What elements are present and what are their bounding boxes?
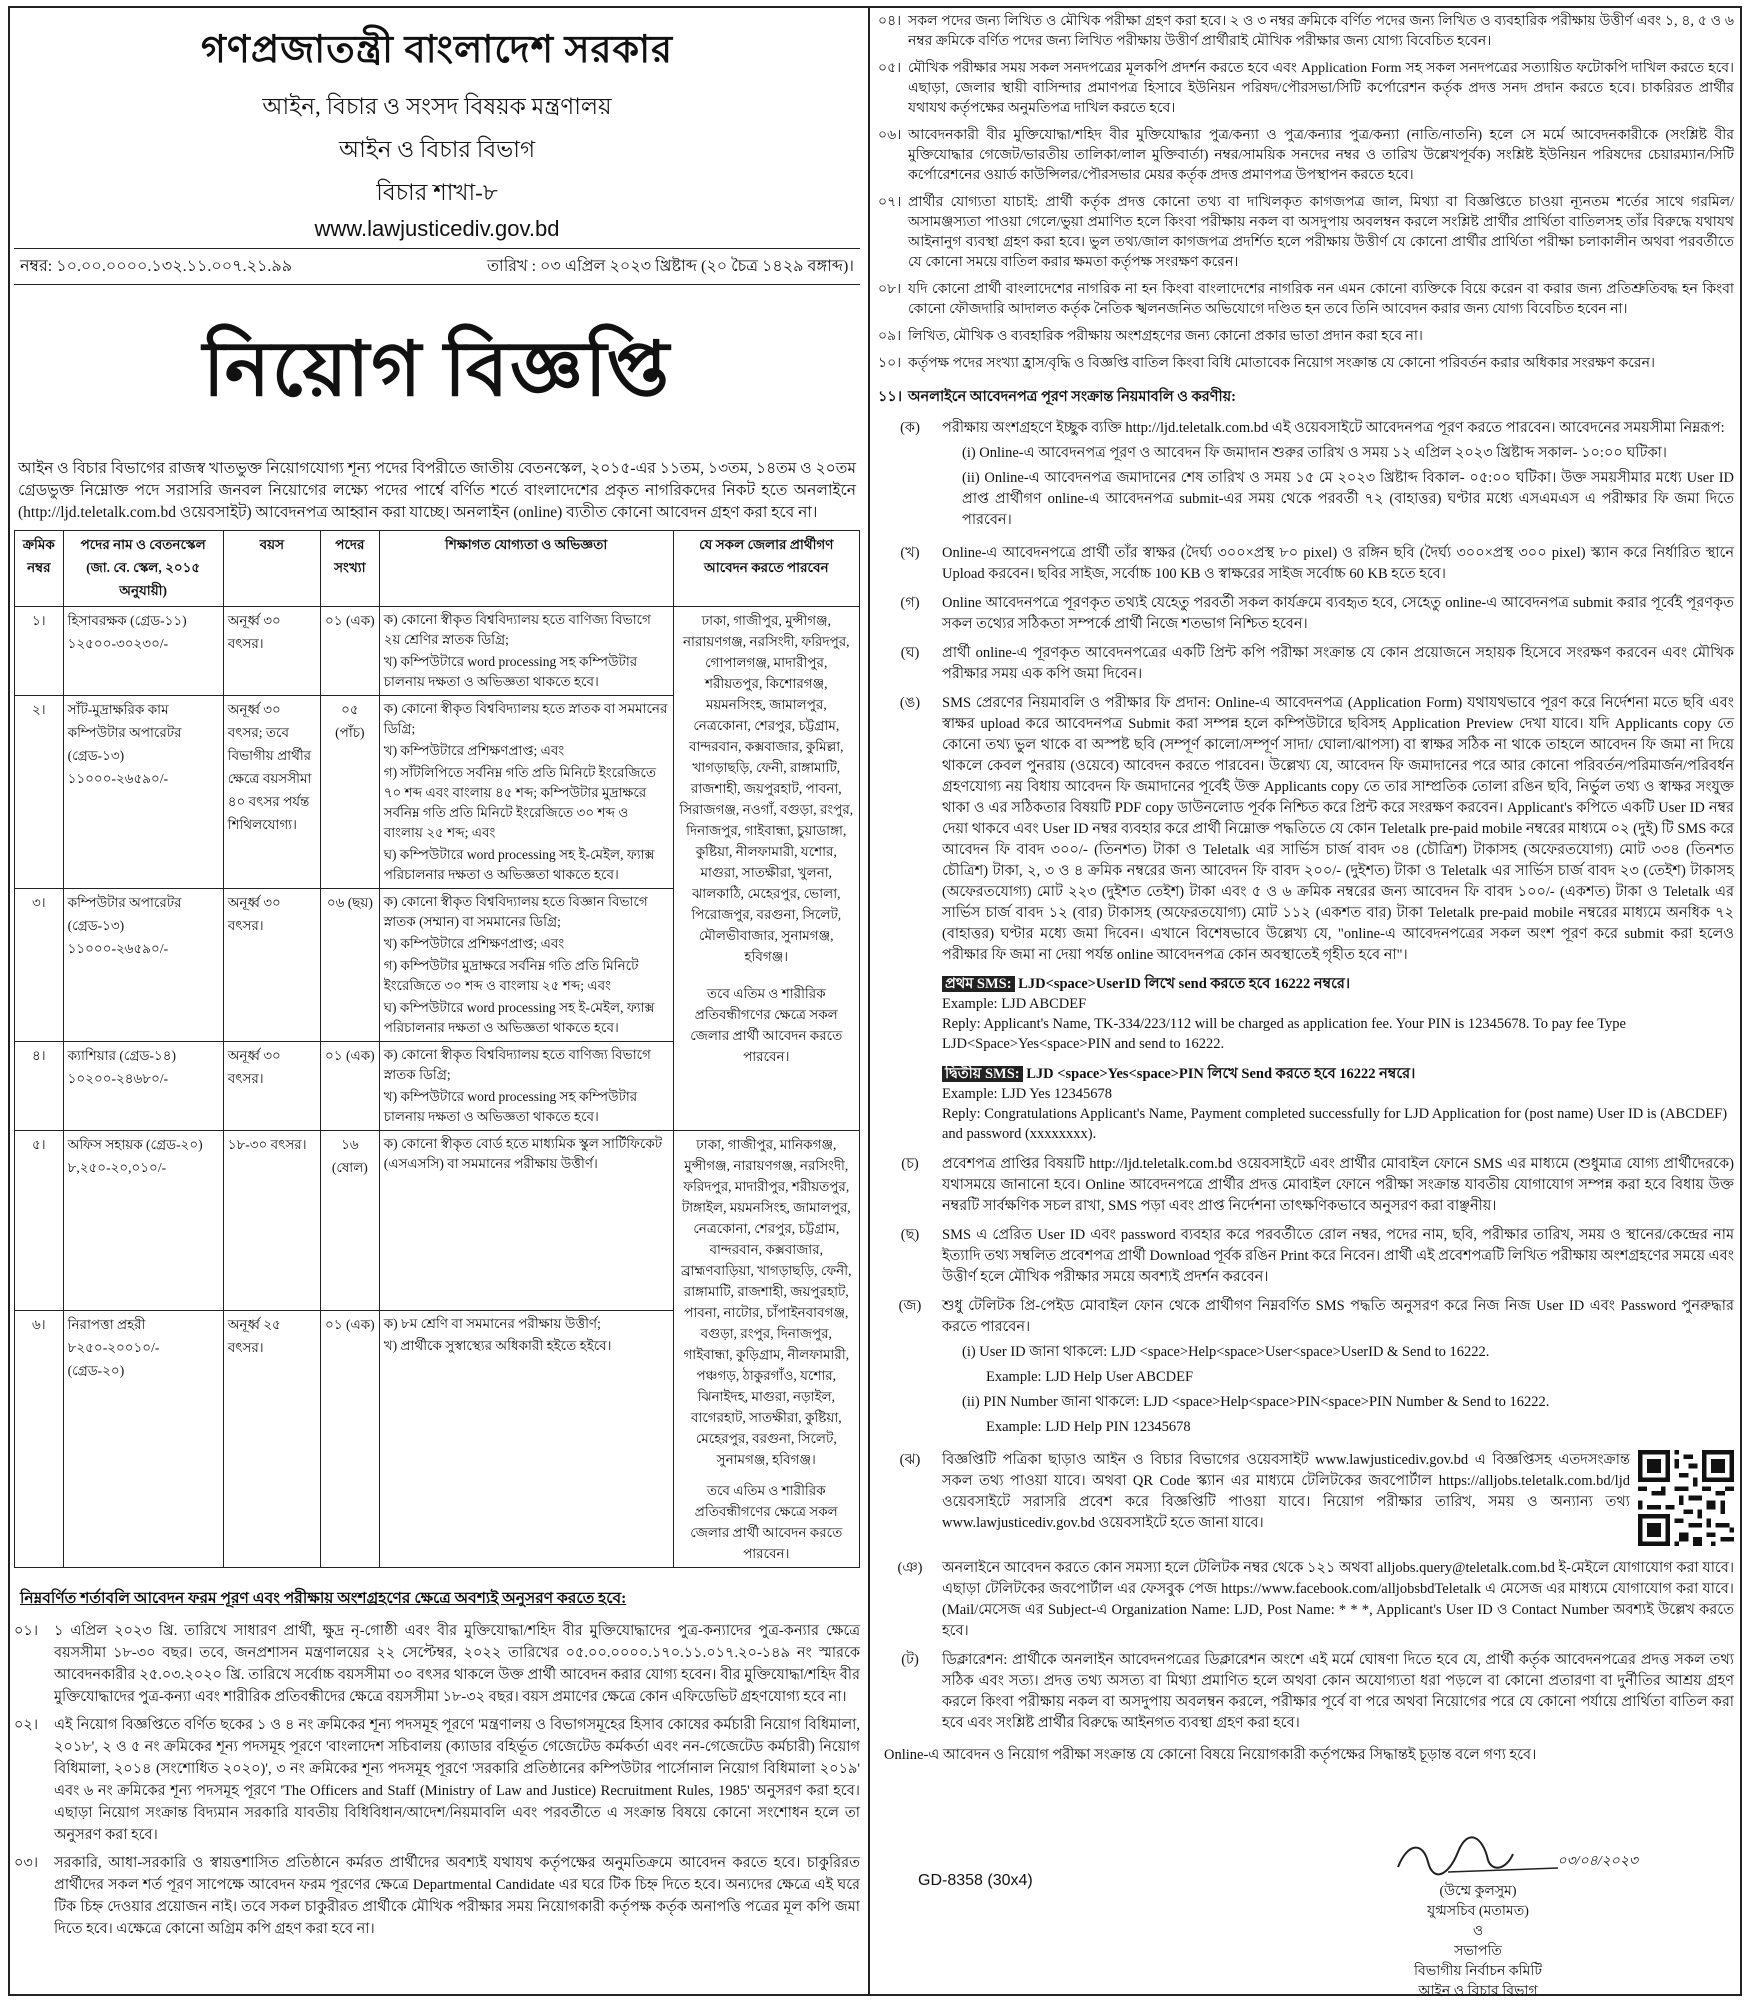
- sub-number: (ঞ): [897, 1560, 923, 1576]
- recover-userid-line: (i) User ID জানা থাকলে: LJD <space>Help<space>User<space>UserID & Send to 16222.: [962, 1344, 1490, 1360]
- sub-text: [942, 418, 1734, 535]
- rule-item: [878, 280, 1734, 320]
- signatory-and: ও: [1472, 1924, 1484, 1939]
- notice-title: নিয়োগ বিজ্ঞপ্তি: [202, 328, 672, 412]
- online-number: ১১।: [878, 389, 903, 405]
- qual-item: খ) কম্পিউটারে word processing সহ কম্পিউটার চালনায় দক্ষতা ও অভিজ্ঞতা থাকতে হবে।: [383, 1089, 638, 1124]
- row-age: অনূর্ধ্ব ৩০ বৎসর; তবে বিভাগীয় প্রার্থীর ক্ষেত্রে বয়সসীমা ৪০ বৎসর পর্যন্ত শিথিলযোগ্য।: [223, 696, 320, 889]
- sub-text: Online আবেদনপত্রে পূরণকৃত তথ্যই যেহেতু পরবর্তী সকল কার্যক্রমে ব্যবহৃত হবে, সেহেতু online-এ আবেদনপত্র submit করার পূর্বেই পূরণকৃত সকল তথ্যের সঠিকতা সম্পর্কে প্রার্থী নিজে শতভাগ নিশ্চিত হবেন।: [942, 595, 1734, 632]
- condition-number: ০৩।: [14, 1855, 39, 1871]
- col-header-qualification: শিক্ষাগত যোগ্যতা ও অভিজ্ঞতা: [379, 531, 673, 607]
- intro-paragraph: আইন ও বিচার বিভাগের রাজস্ব খাতভুক্ত নিয়োগযোগ্য শূন্য পদের বিপরীতে জাতীয় বেতনস্কেল, ২০১৫-এর ১১তম, ১৩তম, ১৪তম ও ২০তম গ্রেডভুক্ত নিম্নোক্ত পদে সরাসরি জনবল নিয়োগের লক্ষ্যে পদের পার্শ্বে বর্ণিত শর্তে বাংলাদেশের প্রকৃত নাগরিকদের নিকট হতে অনলাইনে (http://ljd.teletalk.com.bd ওয়েবসাইট) আবেদনপত্র আহ্বান করা যাচ্ছে। অনলাইন (online) ব্যতীত কোনো আবেদন গ্রহণ করা হবে না।: [18, 460, 856, 521]
- sub-number: (ঘ): [900, 645, 920, 661]
- qual-item: ক) কোনো স্বীকৃত বিশ্ববিদ্যালয় হতে বাণিজ্য বিভাগে ২য় শ্রেণির স্নাতক ডিগ্রি;: [383, 612, 651, 647]
- start-date-line: (i) Online-এ আবেদনপত্র পূরণ ও আবেদন ফি জমাদান শুরুর তারিখ ও সময় ১২ এপ্রিল ২০২৩ খ্রিষ্টাব্দ সকাল- ১০:০০ ঘটিকা।: [962, 445, 1667, 461]
- final-note: Online-এ আবেদন ও নিয়োগ পরীক্ষা সংক্রান্ত যে কোনো বিষয়ে নিয়োগকারী কর্তৃপক্ষের সিদ্ধান্তই চূড়ান্ত বলে গণ্য হবে।: [884, 1747, 1537, 1763]
- rule-item: [878, 12, 1734, 52]
- condition-text: ১ এপ্রিল ২০২৩ খ্রি. তারিখে সাধারণ প্রার্থী, ক্ষুদ্র নৃ-গোষ্ঠী এবং বীর মুক্তিযোদ্ধা/শহিদ বীর মুক্তিযোদ্ধাদের পুত্র-কন্যাদের পুত্র-কন্যার ক্ষেত্রে বয়সসীমা ১৮-৩০ বছর। তবে, জনপ্রশাসন মন্ত্রণালয়ের ২২ সেপ্টেম্বর, ২০২২ তারিখের ০৫.০০.০০০০.১৭০.১১.০১৭.২০-১৪৯ নং স্মারকে আবেদনকারীর ২৫.০৩.২০২০ খ্রি. তারিখে সর্বোচ্চ বয়সসীমা ৩০ বৎসর থাকলে উক্ত প্রার্থী আবেদন করার যোগ্য হবেন। বীর মুক্তিযোদ্ধা/শহিদ বীর মুক্তিযোদ্ধাদের পুত্র-কন্যা এবং শারীরিক প্রতিবন্ধীদের ক্ষেত্রে বয়সসীমা ১৮-৩২ বছর। বয়স প্রমাণের ক্ষেত্রে কোন এফিডেভিট গ্রহণযোগ্য হবে না।: [54, 1623, 860, 1705]
- condition-item: [14, 1714, 860, 1846]
- left-column: [14, 12, 860, 1988]
- sub-number: (ঙ): [899, 695, 921, 711]
- rule-text: সকল পদের জন্য লিখিত ও মৌখিক পরীক্ষা গ্রহণ করা হবে। ২ ও ৩ নম্বর ক্রমিকে বর্ণিত পদের জন্য লিখিত ও ব্যবহারিক পরীক্ষায় উত্তীর্ণ এবং ১, ৪, ৫ ও ৬ নম্বর ক্রমিকে বর্ণিত পদের জন্য লিখিত পরীক্ষায় উত্তীর্ণ প্রার্থীরাই মৌখিক পরীক্ষার জন্য যোগ্য বিবেচিত হবেন।: [908, 14, 1734, 49]
- end-date-line: (ii) Online-এ আবেদনপত্র জমাদানের শেষ তারিখ ও সময় ১৫ মে ২০২৩ খ্রিষ্টাব্দ বিকাল- ০৫:০০ ঘটিকা। উক্ত সময়সীমার মধ্যে User ID প্রাপ্ত প্রার্থীগণ online-এ আবেদনপত্র submit-এর সময় থেকে পরবর্তী ৭২ (বাহাত্তর) ঘণ্টার মধ্যে এসএমএস এ পরীক্ষার ফি জমা দিতে পারবেন।: [962, 470, 1734, 528]
- row-age: অনূর্ধ্ব ৩০ বৎসর।: [223, 1042, 320, 1131]
- row-qualification: [379, 1042, 673, 1131]
- col-header-count: পদের সংখ্যা: [320, 531, 379, 607]
- qr-code-icon[interactable]: [1638, 1450, 1734, 1546]
- district-list: ঢাকা, গাজীপুর, মুন্সীগঞ্জ, নারায়ণগঞ্জ, নরসিংদী, ফরিদপুর, গোপালগঞ্জ, মাদারীপুর, শরীয়তপুর, কিশোরগঞ্জ, ময়মনসিংহ, জামালপুর, নেত্রকোনা, শেরপুর, চট্টগ্রাম, বান্দরবান, কক্সবাজার, কুমিল্লা, খাগড়াছড়ি, ফেনী, রাঙ্গামাটি, রাজশাহী, জয়পুরহাট, পাবনা, সিরাজগঞ্জ, নওগাঁ, বগুড়া, রংপুর, দিনাজপুর, গাইবান্ধা, চুয়াডাঙ্গা, কুষ্টিয়া, নীলফামারী, যশোর, মাগুরা, সাতক্ষীরা, খুলনা, ঝালকাঠি, মেহেরপুর, ভোলা, পিরোজপুর, বরগুনা, সিলেট, মৌলভীবাজার, সুনামগঞ্জ, হবিগঞ্জ।: [679, 613, 854, 964]
- district-note: তবে এতিম ও শারীরিক প্রতিবন্ধীগণের ক্ষেত্রে সকল জেলার প্রার্থী আবেদন করতে পারবেন।: [690, 986, 843, 1064]
- condition-number: ০২।: [14, 1717, 39, 1733]
- signature-block: [1298, 1832, 1658, 2002]
- sub-number: (চ): [901, 1156, 919, 1172]
- sub-number: (ক): [900, 420, 920, 436]
- rule-item: [878, 327, 1734, 347]
- government-title: গণপ্রজাতন্ত্রী বাংলাদেশ সরকার: [200, 29, 674, 71]
- row-serial: ৪।: [15, 1042, 64, 1131]
- row-serial: ১।: [15, 607, 64, 696]
- row-post: অফিস সহায়ক (গ্রেড-২০) ৮,২৫০-২০,০১০/-: [63, 1131, 223, 1311]
- sub-number: (ঝ): [899, 1452, 921, 1468]
- letterhead: [14, 20, 860, 242]
- column-divider: [868, 6, 870, 1996]
- table-header-row: [15, 531, 860, 607]
- sub-text: SMS এ প্রেরিত User ID এবং password ব্যবহার করে পরবর্তীতে রোল নম্বর, পদের নাম, ছবি, পরীক্ষার তারিখ, সময় ও স্থানের/কেন্দ্রের নাম ইত্যাদি তথ্য সম্বলিত প্রবেশপত্র প্রার্থী Download পূর্বক রঙিন Print করে নিবেন। প্রার্থী এই প্রবেশপত্রটি লিখিত পরীক্ষায় অংশগ্রহণের সময়ে এবং উত্তীর্ণ হলে মৌখিক পরীক্ষার সময়ে অবশ্যই প্রদর্শন করবেন।: [942, 1227, 1734, 1285]
- first-sms-example: Example: LJD ABCDEF: [942, 996, 1087, 1012]
- website-link[interactable]: www.lawjusticediv.gov.bd: [314, 216, 560, 241]
- row-qualification: [379, 1131, 673, 1311]
- row-post: হিসাবরক্ষক (গ্রেড-১১) ১২৫০০-৩০২৩০/-: [63, 607, 223, 696]
- rule-text: লিখিত, মৌখিক ও ব্যবহারিক পরীক্ষায় অংশগ্রহণের জন্য কোনো প্রকার ভাতা প্রদান করা হবে না।: [908, 329, 1423, 344]
- right-column: [878, 12, 1734, 1999]
- recover-userid-example: Example: LJD Help User ABCDEF: [986, 1369, 1194, 1385]
- row-qualification: [379, 696, 673, 889]
- rule-number: ০৭।: [878, 195, 902, 210]
- online-heading-text: অনলাইনে আবেদনপত্র পূরণ সংক্রান্ত নিয়মাবলি ও করণীয়:: [908, 389, 1237, 405]
- row-age: অনূর্ধ্ব ৩০ বৎসর।: [223, 889, 320, 1042]
- row-count: ০৬ (ছয়): [320, 889, 379, 1042]
- second-sms-block: [942, 1064, 1734, 1144]
- first-sms-reply: Reply: Applicant's Name, TK-334/223/112 will be charged as application fee. Your PIN is 12345678. To pay fee Type LJD<Space>Yes<space>PIN and send to 16222.: [942, 1016, 1626, 1052]
- row-serial: ৬।: [15, 1310, 64, 1567]
- branch-name: বিচার শাখা-৮: [376, 180, 498, 205]
- online-rule-nya: [878, 1558, 1734, 1642]
- row-post: সাঁট-মুদ্রাক্ষরিক কাম কম্পিউটার অপারেটর (গ্রেড-১৩) ১১০০০-২৬৫৯০/-: [63, 696, 223, 889]
- online-rule-kha: [878, 543, 1734, 585]
- qual-item: ক) কোনো স্বীকৃত বিশ্ববিদ্যালয় হতে স্নাতক বা সমমানের ডিগ্রি;: [383, 701, 668, 736]
- recover-pin-line: (ii) PIN Number জানা থাকলে: LJD <space>Help<space>PIN<space>PIN Number & Send to 16222.: [962, 1394, 1550, 1410]
- division-name: আইন ও বিচার বিভাগ: [338, 137, 536, 162]
- qual-item: ঘ) কম্পিউটারে word processing সহ ই-মেইল, ফ্যাক্স পরিচালনার দক্ষতা ও অভিজ্ঞতা থাকতে হবে।: [383, 847, 655, 882]
- sub-text: Online-এ আবেদনপত্রে প্রার্থী তাঁর স্বাক্ষর (দৈর্ঘ্য ৩০০×প্রস্থ ৮০ pixel) ও রঙ্গিন ছবি (দৈর্ঘ্য ৩০০×প্রস্থ ৩০০ pixel) স্ক্যান করে নির্ধারিত স্থানে Upload করবেন। ছবির সাইজ, সর্বোচ্চ 100 KB ও স্বাক্ষরের সাইজ সর্বোচ্চ 60 KB হতে হবে।: [942, 545, 1734, 582]
- second-sms-tag: দ্বিতীয় SMS:: [942, 1066, 1023, 1082]
- memo-row: [14, 248, 860, 285]
- qual-item: খ) প্রার্থীকে সুস্বাস্থ্যের অধিকারী হইতে হইবে।: [383, 1337, 612, 1353]
- rule-text: মৌখিক পরীক্ষার সময় সকল সনদপত্রের মূলকপি প্রদর্শন করতে হবে এবং Application Form সহ সকল সনদপত্রের সত্যায়িত ফটোকপি দাখিল করতে হবে। এছাড়া, জেলার স্থায়ী বাসিন্দার প্রমাণপত্র হিসাবে ইউনিয়ন পরিষদ/পৌরসভা/সিটি কর্পোরেশন কর্তৃক প্রদত্ত সনদ প্রদান করতে হবে। চাকরিরত প্রার্থীর যথাযথ কর্তৃপক্ষের অনুমতিপত্র দাখিল করতে হবে।: [908, 61, 1734, 116]
- second-sms-format: LJD <space>Yes<space>PIN লিখে Send করতে হবে 16222 নম্বরে।: [1026, 1066, 1416, 1082]
- signatory-role: সভাপতি: [1454, 1944, 1502, 1959]
- sub-text: SMS প্রেরণের নিয়মাবলি ও পরীক্ষার ফি প্রদান: Online-এ আবেদনপত্র (Application Form) যথাযথভাবে পূরণ করে নির্দেশনা মতে ছবি এবং স্বাক্ষর upload করে আবেদনপত্র Submit করা সম্পন্ন হলে কম্পিউটারে ছবিসহ Application Preview দেখা যাবে। যদি Applicants copy তে কোনো তথ্য ভুল থাকে বা অস্পষ্ট ছবি (সম্পূর্ণ কালো/সম্পূর্ণ সাদা/ ঘোলা/ঝাপসা) বা স্বাক্ষর সঠিক না থাকে তাহলে আবেদন ফি জমা না দিয়ে থাকলে কেবল পুনরায় (ওয়েবে) আবেদন করতে পারবেন। উল্লেখ্য যে, আবেদন ফি জমাদানের পরে আর কোনো পরিবর্তন/পরিমার্জন/পরিবর্ধন গ্রহণযোগ্য নয় বিধায় আবেদন ফি জমাদানের পূর্বেই উক্ত Applicants copy তে তার সাম্প্রতিক তোলা রঙিন ছবি, নির্ভুল তথ্য ও স্বাক্ষর সংযুক্ত থাকা ও এর সঠিকতার বিষয়টি PDF copy ডাউনলোড পূর্বক নিশ্চিত করে প্রিন্ট করে সংরক্ষণ করবেন। Applicant's কপিতে একটি User ID নম্বর দেয়া থাকবে এবং User ID নম্বর ব্যবহার করে প্রার্থী নিম্নোক্ত পদ্ধতিতে যে কোন Teletalk pre-paid mobile নম্বরের মাধ্যমে ০২ (দুই) টি SMS করে আবেদন ফি বাবদ ৩০০/- (তিনশত) টাকা ও Teletalk এর সার্ভিস চার্জ বাবদ ৩৪ (চৌত্রিশ) টাকাসহ (অফেরতযোগ্য) মোট ৩৩৪ (তিনশত চৌত্রিশ) টাকা, ২, ৩ ও ৪ ক্রমিক নম্বরের জন্য আবেদন ফি বাবদ ২০০/- (দুইশত) টাকা ও Teletalk এর সার্ভিস চার্জ বাবদ ২৩ (তেইশ) টাকাসহ (অফেরতযোগ্য) মোট ২২৩ (দুইশত তেইশ) টাকা এবং ৫ ও ৬ ক্রমিক নম্বরের জন্য আবেদন ফি বাবদ ১০০/- (একশত) টাকা ও Teletalk এর সার্ভিস চার্জ বাবদ ১২ (বার) টাকাসহ (অফেরতযোগ্য) মোট ১১২ (একশত বার) টাকা Teletalk pre-paid mobile নম্বরের মাধ্যমে অনধিক ৭২ (বাহাত্তর) ঘণ্টার মধ্যে জমা দিবেন। এখানে বিশেষভাবে উল্লেখ্য যে, "online-এ আবেদনপত্রের সকল অংশ পূরণ করে submit করা হলেও পরীক্ষার ফি জমা না দেয়া পর্যন্ত online আবেদনপত্র কোন অবস্থাতেই গৃহীত হবে না"।: [942, 695, 1734, 963]
- first-sms-tag: প্রথম SMS:: [942, 976, 1015, 992]
- col-header-age: বয়স: [223, 531, 320, 607]
- district-list: ঢাকা, গাজীপুর, মানিকগঞ্জ, মুন্সীগঞ্জ, নারায়ণগঞ্জ, নরসিংদী, ফরিদপুর, মাদারীপুর, শরীয়তপুর, টাঙ্গাইল, ময়মনসিংহ, জামালপুর, নেত্রকোনা, শেরপুর, চট্টগ্রাম, বান্দরবান, কক্সবাজার, ব্রাহ্মণবাড়িয়া, খাগড়াছড়ি, ফেনী, রাঙ্গামাটি, রাজশাহী, জয়পুরহাট, পাবনা, নাটোর, চাঁপাইনবাবগঞ্জ, বগুড়া, রংপুর, দিনাজপুর, গাইবান্ধা, কুড়িগ্রাম, নীলফামারী, পঞ্চগড়, ঠাকুরগাঁও, যশোর, ঝিনাইদহ, মাগুরা, নড়াইল, বাগেরহাট, সাতক্ষীরা, কুষ্টিয়া, মেহেরপুর, বরগুনা, সিলেট, সুনামগঞ্জ, হবিগঞ্জ।: [681, 1137, 852, 1467]
- col-header-serial: ক্রমিক নম্বর: [15, 531, 64, 607]
- row-count: ০১ (এক): [320, 607, 379, 696]
- online-rule-ka: [878, 418, 1734, 535]
- row-count: ১৬ (ষোল): [320, 1131, 379, 1311]
- row-serial: ৩।: [15, 889, 64, 1042]
- condition-number: ০১।: [14, 1623, 39, 1639]
- row-count: ০১ (এক): [320, 1310, 379, 1567]
- qual-item: গ) কম্পিউটার মুদ্রাক্ষরে সর্বনিম্ন গতি প্রতি মিনিটে ইংরেজিতে ৩০ শব্দ ও বাংলায় ২৫ শব্দ; এবং: [383, 958, 639, 993]
- qual-item: ক) কোনো স্বীকৃত বোর্ড হতে মাধ্যমিক স্কুল সার্টিফিকেট (এসএসসি) বা সমমানের পরীক্ষায় উত্তীর্ণ।: [383, 1136, 663, 1171]
- row-qualification: [379, 1310, 673, 1567]
- ministry-name: আইন, বিচার ও সংসদ বিষয়ক মন্ত্রণালয়: [262, 94, 612, 119]
- second-sms-example: Example: LJD Yes 12345678: [942, 1086, 1112, 1102]
- online-rule-gha: [878, 643, 1734, 685]
- sub-number: (ট): [901, 1652, 919, 1668]
- row-age: অনূর্ধ্ব ৩০ বৎসর।: [223, 607, 320, 696]
- sub-number: (জ): [898, 1298, 922, 1314]
- rule-text: প্রার্থীর যোগ্যতা যাচাই: প্রার্থী কর্তৃক প্রদত্ত কোনো তথ্য বা দাখিলকৃত কাগজপত্র জাল, মিথ্যা বা বিজ্ঞপ্তিতে চাওয়া ন্যূনতম শর্তের সাথে গরমিল/অসামঞ্জস্যতা পাওয়া গেলে/ভুয়া প্রমাণিত হলে কিংবা পরীক্ষায় নকল বা অসদুপায় অবলম্বন করলে সংশ্লিষ্ট প্রার্থীর প্রার্থিতা বাতিলসহ তাঁর বিরুদ্ধে যথাযথ আইনানুগ ব্যবস্থা গ্রহণ করা হবে। ভুল তথ্য/জাল কাগজপত্র প্রদর্শিত হলে পরীক্ষায় উত্তীর্ণ যে কোনো প্রার্থীর প্রার্থিতা পরীক্ষা চলাকালীন অথবা পরবর্তীতে যে কোনো সময়ে বাতিল করার ক্ষমতা কর্তৃপক্ষ সংরক্ষণ করেন।: [908, 195, 1734, 270]
- first-sms-format: LJD<space>UserID লিখে send করতে হবে 16222 নম্বরে।: [1018, 976, 1351, 992]
- col-header-districts: যে সকল জেলার প্রার্থীগণ আবেদন করতে পারবেন: [673, 531, 859, 607]
- sub-text: অনলাইনে আবেদন করতে কোন সমস্যা হলে টেলিটক নম্বর থেকে ১২১ অথবা alljobs.query@teletalk.com.bd ই-মেইলে যোগাযোগ করা যাবে। এছাড়া টেলিটকের জবপোর্টাল এর ফেসবুক পেজ https://www.facebook.com/alljobsbdTeletalk এ মেসেজ এর মাধ্যমে যোগাযোগ করা যাবে। (Mail/মেসেজ এর Subject-এ Organization Name: LJD, Post Name: * * *, Applicant's User ID ও Contact Number অবশ্যই উল্লেখ করতে হবে।: [942, 1560, 1734, 1639]
- sub-text: ডিক্লারেশন: প্রার্থীকে অনলাইন আবেদনপত্রের ডিক্লারেশন অংশে এই মর্মে ঘোষণা দিতে হবে যে, প্রার্থী কর্তৃক আবেদনপত্রের প্রদত্ত সকল তথ্য সঠিক এবং সত্য। প্রদত্ত তথ্য অসত্য বা মিথ্যা প্রমাণিত হলে অথবা কোন অযোগ্যতা ধরা পড়লে বা কোনো প্রতারণা বা দুর্নীতির আশ্রয় গ্রহণ করলে কিংবা পরীক্ষায় নকল বা অসদুপায় অবলম্বন করলে, পরীক্ষার পূর্বে বা পরে অথবা নিয়োগের পরে যে কোনো পর্যায়ে প্রার্থিতা বাতিল করা হবে এবং সংশ্লিষ্ট প্রার্থীর বিরুদ্ধে আইনগত ব্যবস্থা গ্রহণ করা হবে।: [942, 1652, 1734, 1731]
- second-sms-reply: Reply: Congratulations Applicant's Name, Payment completed successfully for LJD Application for (post name) User ID is (ABCDEF) and password (xxxxxxxx).: [942, 1106, 1728, 1142]
- signatory-dept: আইন ও বিচার বিভাগ: [1418, 1984, 1538, 1999]
- row-qualification: [379, 607, 673, 696]
- conditions-heading: নিম্নবর্ণিত শর্তাবলি আবেদন ফরম পূরণ এবং পরীক্ষায় অংশগ্রহণের ক্ষেত্রে অবশ্যই অনুসরণ করতে হবে:: [20, 1590, 627, 1607]
- online-section-heading: [878, 386, 1734, 410]
- rule-number: ০৫।: [878, 61, 902, 76]
- rule-number: ০৪।: [878, 14, 902, 29]
- rule-item: [878, 126, 1734, 186]
- qual-item: ঘ) কম্পিউটারে word processing সহ ই-মেইল, ফ্যাক্স পরিচালনার দক্ষতা ও অভিজ্ঞতা থাকতে হবে।: [383, 1000, 655, 1035]
- sub-text-main: বিজ্ঞপ্তিটি পত্রিকা ছাড়াও আইন ও বিচার বিভাগের ওয়েবসাইট www.lawjusticediv.gov.bd এ বিজ্ঞপ্তিসহ এতদসংক্রান্ত সকল তথ্য পাওয়া যাবে। অথবা QR Code স্ক্যান এর মাধ্যমে টেলিটকের জবপোর্টাল https://alljobs.teletalk.com.bd/ljd ওয়েবসাইটে সরাসরি প্রবেশ করে বিজ্ঞপ্তিটি পাওয়া যাবে। নিয়োগ পরীক্ষার তারিখ, সময় ও অন্যান্য তথ্য www.lawjusticediv.gov.bd ওয়েবসাইটে হতে জানা যাবে।: [942, 1452, 1630, 1531]
- condition-text: সরকারি, আধা-সরকারি ও স্বায়ত্তশাসিত প্রতিষ্ঠানে কর্মরত প্রার্থীদের অবশ্যই যথাযথ কর্তৃপক্ষের অনুমতিক্রমে আবেদন করতে হবে। চাকুরিরত প্রার্থীদের সকল শর্ত পূরণ সাপেক্ষে আবেদন ফরম পূরণের ক্ষেত্রে Departmental Candidate এর ঘরে টিক চিহ্ন দিতে হবে। অন্যদের ক্ষেত্রে এই ঘরে টিক চিহ্ন দেওয়ার প্রয়োজন নাই। তবে সকল চাকুরীরত প্রার্থীকে মৌখিক পরীক্ষার সময় নিয়োগকারী কর্তৃপক্ষ কর্তৃক অনাপত্তি পত্রের মূল কপি জমা দিতে হবে। এক্ষেত্রে কোনো অগ্রিম কপি গ্রহণ করা হবে না।: [54, 1855, 860, 1937]
- qual-item: গ) সাঁটলিপিতে সর্বনিম্ন গতি প্রতি মিনিটে ইংরেজিতে ৭০ শব্দ এবং বাংলায় ৪৫ শব্দ; কম্পিউটার মুদ্রাক্ষরে সর্বনিম্ন গতি প্রতি মিনিটে ইংরেজিতে ৩০ শব্দ ও বাংলায় ২৫ শব্দ; এবং: [383, 765, 656, 840]
- district-note: তবে এতিম ও শারীরিক প্রতিবন্ধীগণের ক্ষেত্রে সকল জেলার প্রার্থী আবেদন করতে পারবেন।: [690, 1483, 843, 1561]
- rule-text: কর্তৃপক্ষ পদের সংখ্যা হ্রাস/বৃদ্ধি ও বিজ্ঞপ্তি বাতিল কিংবা বিধি মোতাবেক নিয়োগ সংক্রান্ত যে কোনো পরিবর্তন করার অধিকার সংরক্ষণ করেন।: [908, 356, 1655, 371]
- sub-text: প্রবেশপত্র প্রাপ্তির বিষয়টি http://ljd.teletalk.com.bd ওয়েবসাইটে এবং প্রার্থীর মোবাইল ফোনে SMS এর মাধ্যমে (শুধুমাত্র যোগ্য প্রার্থীদেরকে) যথাসময়ে জানানো হবে। Online আবেদনপত্রে প্রার্থীর প্রদত্ত মোবাইল ফোনে পরীক্ষা সংক্রান্ত যাবতীয় যোগাযোগ সম্পন্ন করা হবে বিধায় উক্ত নম্বরটি সার্বক্ষণিক সচল রাখা, SMS পড়া এবং প্রাপ্ত নির্দেশনা তাৎক্ষণিকভাবে অনুসরণ করা বাঞ্ছনীয়।: [942, 1156, 1734, 1214]
- rule-text: যদি কোনো প্রার্থী বাংলাদেশের নাগরিক না হন কিংবা বাংলাদেশের নাগরিক নন এমন কোনো ব্যক্তিকে বিয়ে করেন বা করার জন্য প্রতিশ্রুতিবদ্ধ হন কিংবা কোনো ফৌজদারি আদালত কর্তৃক নৈতিক স্খলনজনিত অভিযোগে দণ্ডিত হন তবে তিনি আবেদন করার জন্য যোগ্য বিবেচিত হবেন না।: [908, 282, 1734, 317]
- rule-item: [878, 193, 1734, 273]
- districts-group-2: [673, 1131, 859, 1568]
- sub-text-main: শুধু টেলিটক প্রি-পেইড মোবাইল ফোন থেকে প্রার্থীগণ নিম্নবর্ণিত SMS পদ্ধতি অনুসরণ করে নিজ নিজ User ID এবং Password পুনরুদ্ধার করতে পারবেন।: [942, 1298, 1734, 1335]
- signatory-committee: বিভাগীয় নির্বাচন কমিটি: [1413, 1964, 1543, 1979]
- qual-item: ক) ৮ম শ্রেণি বা সমমানের পরীক্ষায় উত্তীর্ণ;: [383, 1315, 601, 1331]
- rule-number: ০৯।: [878, 329, 902, 344]
- online-rule-ta: [878, 1650, 1734, 1734]
- rule-number: ০৮।: [878, 282, 902, 297]
- rule-number: ১০।: [878, 356, 902, 371]
- memo-date: তারিখ : ০৩ এপ্রিল ২০২৩ খ্রিষ্টাব্দ (২০ চৈত্র ১৪২৯ বঙ্গাব্দ)।: [487, 258, 854, 275]
- row-qualification: [379, 889, 673, 1042]
- recover-pin-example: Example: LJD Help PIN 12345678: [986, 1419, 1191, 1435]
- first-sms-block: [942, 974, 1734, 1054]
- condition-item: [14, 1852, 860, 1940]
- districts-group-1: [673, 607, 859, 1131]
- signatory-name: (উম্মে কুলসুম): [1439, 1884, 1517, 1899]
- table-row: [15, 607, 860, 696]
- qual-item: খ) কম্পিউটারে প্রশিক্ষণপ্রাপ্ত; এবং: [383, 936, 565, 951]
- qual-item: খ) কম্পিউটারে word processing সহ কম্পিউটার চালনায় দক্ষতা ও অভিজ্ঞতা থাকতে হবে।: [383, 654, 638, 689]
- table-row: [15, 1131, 860, 1311]
- sub-text: [942, 1296, 1734, 1442]
- sub-text: [942, 1450, 1734, 1550]
- condition-text: এই নিয়োগ বিজ্ঞপ্তিতে বর্ণিত ছকের ১ ও ৪ নং ক্রমিকের শূন্য পদসমূহ পূরণে 'মন্ত্রণালয় ও বিভাগসমূহের হিসাব কোষের কর্মচারী নিয়োগ বিধিমালা, ২০১৮', ২ ও ৫ নং ক্রমিকের শূন্য পদসমূহ পূরণে 'বাংলাদেশ সচিবালয় (ক্যাডার বহির্ভূত গেজেটেড কর্মকর্তা এবং নন-গেজেটেড কর্মচারী) নিয়োগ বিধিমালা, ২০১৪ (সংশোধিত ২০২০)', ৩ নং ক্রমিকের শূন্য পদসমূহ পূরণে 'সরকারি প্রতিষ্ঠানের কম্পিউটার পার্সোনাল নিয়োগ বিধিমালা ২০১৯' এবং ৬ নং ক্রমিকের শূন্য পদসমূহ পূরণে 'The Officers and Staff (Ministry of Law and Justice) Recruitment Rules, 1985' অনুসরণ করা হবে। এছাড়া নিয়োগ সংক্রান্ত বিদ্যমান সরকারি যাবতীয় বিধিবিধান/আদেশ/নিয়মাবলি এবং পরবর্তীতে এ সংক্রান্ত বিষয়ে কোনো সংশোধন হলে তা অনুসরণ করা হবে।: [54, 1717, 860, 1843]
- rule-text: আবেদনকারী বীর মুক্তিযোদ্ধা/শহিদ বীর মুক্তিযোদ্ধার পুত্র/কন্যা ও পুত্র/কন্যার পুত্র/কন্যা (নাতি/নাতনি) হলে সে মর্মে আবেদনকারীকে (সংশ্লিষ্ট বীর মুক্তিযোদ্ধার গেজেট/ভারতীয় তালিকা/লাল মুক্তিবার্তা) নম্বর/সাময়িক সনদের নম্বর ও তারিখ উল্লেখপূর্বক) সংশ্লিষ্ট ইউনিয়ন পরিষদের চেয়ারম্যান/সিটি কর্পোরেশনের ওয়ার্ড কাউন্সিলর/পৌরসভার মেয়র কর্তৃক প্রদত্ত প্রমাণপত্র উপস্থাপন করতে হবে।: [908, 128, 1734, 183]
- qual-item: ক) কোনো স্বীকৃত বিশ্ববিদ্যালয় হতে বিজ্ঞান বিভাগে স্নাতক (সম্মান) বা সমমানের ডিগ্রি;: [383, 894, 648, 929]
- row-count: ০৫ (পাঁচ): [320, 696, 379, 889]
- gd-number: GD-8358 (30x4): [918, 1872, 1033, 1889]
- qual-item: খ) কম্পিউটারে প্রশিক্ষণপ্রাপ্ত; এবং: [383, 743, 565, 758]
- signatory-designation: যুগ্মসচিব (মতামত): [1427, 1904, 1529, 1919]
- qual-item: ক) কোনো স্বীকৃত বিশ্ববিদ্যালয় হতে বাণিজ্য বিভাগে স্নাতক ডিগ্রি;: [383, 1047, 651, 1082]
- sub-number: (গ): [900, 595, 920, 611]
- row-post: ক্যাশিয়ার (গ্রেড-১৪) ১০২০০-২৪৬৮০/-: [63, 1042, 223, 1131]
- online-rule-chha: [878, 1225, 1734, 1288]
- sub-text-main: পরীক্ষায় অংশগ্রহণে ইচ্ছুক ব্যক্তি http://ljd.teletalk.com.bd এই ওয়েবসাইটে আবেদনপত্র পূরণ করতে পারবেন। আবেদনের সময়সীমা নিম্নরূপ:: [942, 420, 1725, 436]
- row-age: অনূর্ধ্ব ২৫ বৎসর।: [223, 1310, 320, 1567]
- online-rule-cha: [878, 1154, 1734, 1217]
- row-post: কম্পিউটার অপারেটর (গ্রেড-১৩) ১১০০০-২৬৫৯০/-: [63, 889, 223, 1042]
- online-rule-jha: [878, 1450, 1734, 1550]
- row-post: নিরাপত্তা প্রহরী ৮২৫০-২০০১০/- (গ্রেড-২০): [63, 1310, 223, 1567]
- condition-item: [14, 1620, 860, 1708]
- row-serial: ২।: [15, 696, 64, 889]
- sub-text: প্রার্থী online-এ পূরণকৃত আবেদনপত্রের একটি প্রিন্ট কপি পরীক্ষা সংক্রান্ত যে কোন প্রয়োজনে সহায়ক হিসেবে সংরক্ষণ করবেন এবং মৌখিক পরীক্ষার সময় এক কপি জমা দিবেন।: [942, 645, 1734, 682]
- online-rule-ga: [878, 593, 1734, 635]
- vacancy-table: [14, 530, 860, 1568]
- online-rule-ja: [878, 1296, 1734, 1442]
- row-age: ১৮-৩০ বৎসর।: [223, 1131, 320, 1311]
- col-header-post: পদের নাম ও বেতনস্কেল (জা. বে. স্কেল, ২০১৫ অনুযায়ী): [63, 531, 223, 607]
- row-count: ০১ (এক): [320, 1042, 379, 1131]
- rule-item: [878, 354, 1734, 374]
- online-rule-uo: [878, 693, 1734, 966]
- sub-number: (ছ): [900, 1227, 920, 1243]
- sub-number: (খ): [900, 545, 920, 561]
- memo-number: নম্বর: ১০.০০.০০০০.১৩২.১১.০০৭.২১.৯৯: [20, 258, 293, 275]
- signature-date: ০৩/০৪/২০২৩: [1557, 1854, 1638, 1869]
- row-serial: ৫।: [15, 1131, 64, 1311]
- rule-number: ০৬।: [878, 128, 902, 143]
- rule-item: [878, 59, 1734, 119]
